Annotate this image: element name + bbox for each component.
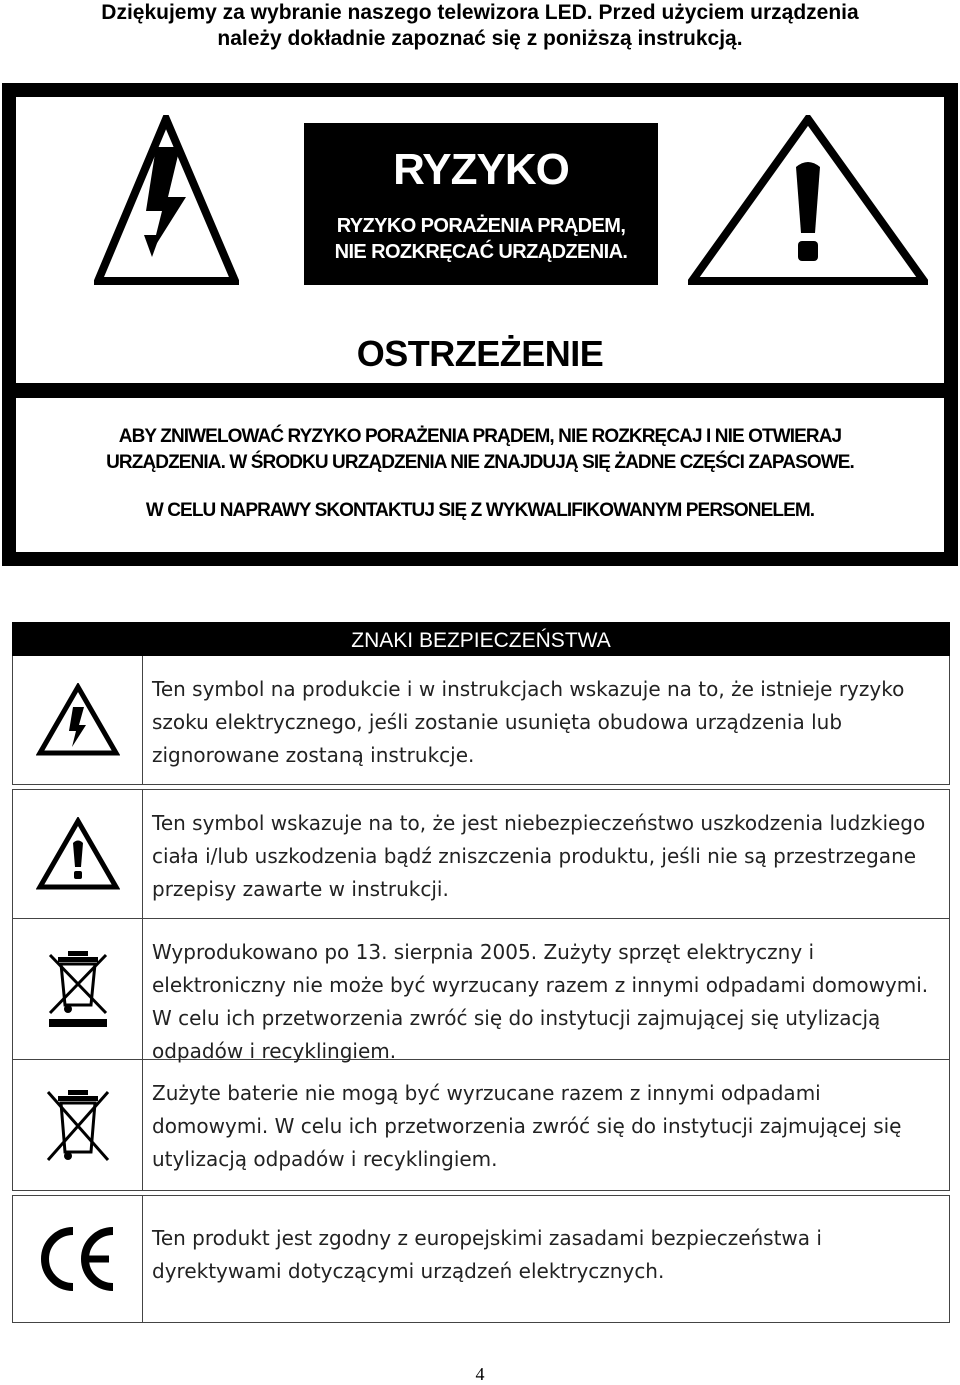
risk-box	[304, 123, 658, 285]
exclamation-warning-icon-large	[688, 115, 928, 285]
risk-title: RYZYKO	[393, 145, 569, 194]
battery-bin-icon	[44, 1086, 112, 1164]
page-number: 4	[475, 1364, 485, 1384]
table-row	[12, 789, 950, 919]
row-text: Ten symbol na produkcie i w instrukcjach wskazuje na to, że istnieje ryzyko szoku elektrycznego, jeśli zostanie usunięta obudowa urządzenia lub zignorowane zostaną instrukcje.	[152, 677, 905, 767]
risk-line-1: RYZYKO PORAŻENIA PRĄDEM,	[336, 215, 626, 237]
warning-line-1: ABY ZNIWELOWAĆ RYZYKO PORAŻENIA PRĄDEM, NIE ROZKRĘCAJ I NIE OTWIERAJ	[118, 426, 842, 447]
weee-bin-bar-icon	[46, 947, 110, 1031]
warning-text	[0, 424, 960, 476]
row-text: Wyprodukowano po 13. sierpnia 2005. Zużyty sprzęt elektryczny i elektroniczny nie może być wyrzucany razem z innymi odpadami domowymi. W celu ich przetworzenia zwróć się do instytucji zajmującej się utylizacją odpadów i recyklingiem.	[152, 940, 929, 1063]
warning-line-3: W CELU NAPRAWY SKONTAKTUJ SIĘ Z WYKWALIFIKOWANYM PERSONELEM.	[145, 500, 815, 521]
table-row	[12, 919, 950, 1063]
table-header: ZNAKI BEZPIECZEŃSTWA	[12, 622, 950, 656]
risk-text	[304, 213, 658, 265]
table-row	[12, 656, 950, 785]
exclamation-warning-icon	[36, 817, 120, 891]
risk-line-2: NIE ROZKRĘCAĆ URZĄDZENIA.	[334, 241, 628, 263]
table-row	[12, 1195, 950, 1323]
safety-signs-table	[12, 622, 950, 1323]
row-text: Ten symbol wskazuje na to, że jest niebezpieczeństwo uszkodzenia ludzkiego ciała i/lub uszkodzenia bądź zniszczenia produktu, jeśli nie są przestrzegane przepisy zawarte w instrukcji.	[152, 811, 926, 901]
row-text: Ten produkt jest zgodny z europejskimi zasadami bezpieczeństwa i dyrektywami dotyczącymi urządzeń elektrycznych.	[152, 1226, 822, 1283]
row-text: Zużyte baterie nie mogą być wyrzucane razem z innymi odpadami domowymi. W celu ich przetworzenia zwróć się do instytucji zajmującej się utylizacją odpadów i recyklingiem.	[152, 1081, 902, 1171]
ce-mark-icon	[37, 1225, 119, 1293]
intro-line-2: należy dokładnie zapoznać się z poniższą instrukcją.	[217, 27, 743, 50]
table-row	[12, 1060, 950, 1191]
lightning-warning-icon	[94, 115, 239, 285]
warning-title: OSTRZEŻENIE	[356, 333, 604, 374]
electric-shock-warning-icon	[36, 683, 120, 757]
warning-line-2: URZĄDZENIA. W ŚRODKU URZĄDZENIA NIE ZNAJDUJĄ SIĘ ŻADNE CZĘŚCI ZAPASOWE.	[106, 452, 854, 473]
intro-line-1: Dziękujemy za wybranie naszego telewizora LED. Przed użyciem urządzenia	[101, 1, 859, 24]
intro-text	[0, 0, 960, 52]
